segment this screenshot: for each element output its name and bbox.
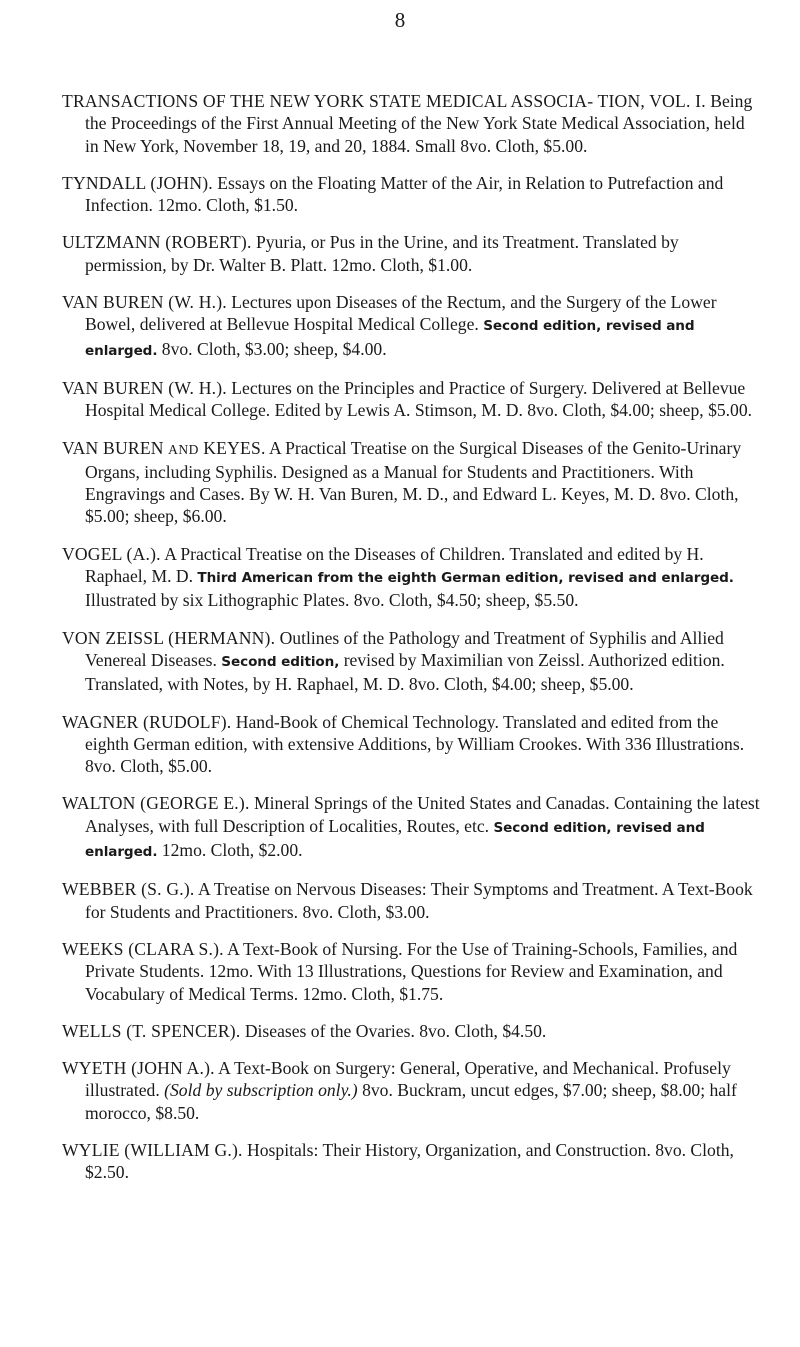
entry-author: VON ZEISSL (HERMANN).: [62, 627, 276, 648]
catalog-entry: [62, 172, 762, 217]
catalog-entry: [62, 543, 762, 612]
entry-text: Hand-Book of Chemical Technology. Translated and edited from the eighth German edition, with extensive Additions, by William Crookes. With 336 Illustrations. 8vo. Cloth, $5.00.: [85, 711, 745, 777]
entry-author: TYNDALL (JOHN).: [62, 172, 213, 193]
catalog-entry: [62, 938, 762, 1005]
entry-text: A Text-Book on Surgery: General, Operative, and Mechanical. Profusely illustrated.: [85, 1058, 731, 1101]
entry-text: A Treatise on Nervous Diseases: Their Symptoms and Treatment. A Text-Book for Students and Practitioners. 8vo. Cloth, $3.00.: [85, 879, 753, 922]
entry-text: Outlines of the Pathology and Treatment of Syphilis and Allied Venereal Diseases.: [85, 627, 724, 670]
entry-text: Lectures on the Principles and Practice of Surgery. Delivered at Bellevue Hospital Medical College. Edited by Lewis A. Stimson, M. D. 8vo. Cloth, $4.00; sheep, $5.00.: [85, 377, 753, 421]
subscription-note: (Sold by subscription only.): [164, 1080, 358, 1101]
entry-author: VAN BUREN (W. H.).: [62, 292, 227, 313]
entry-text: Hospitals: Their History, Organization, and Construction. 8vo. Cloth, $2.50.: [85, 1139, 734, 1183]
edition-note: Second edition, revised and enlarged.: [85, 819, 705, 861]
entry-author-first: VAN BUREN: [62, 437, 164, 458]
catalog-entry: [62, 377, 762, 422]
edition-note: Third American from the eighth German edition, revised and enlarged.: [197, 570, 734, 587]
entry-text: Mineral Springs of the United States and Canadas. Containing the latest Analyses, with full Description of Localities, Routes, etc.: [85, 793, 760, 836]
entry-text: A Practical Treatise on the Diseases of Children. Translated and edited by H. Raphael, M. D.: [85, 543, 704, 587]
entry-author: WEBBER (S. G.).: [62, 879, 195, 900]
catalog-entry: [62, 1139, 762, 1184]
catalog-entry: [62, 792, 762, 863]
catalog-entry: [62, 1057, 762, 1124]
entry-author: ULTZMANN (ROBERT).: [62, 232, 252, 253]
entry-author: WAGNER (RUDOLF).: [62, 711, 232, 732]
entry-text: Being the Proceedings of the First Annual Meeting of the New York State Medical Association, held in New York, November 18, 19, and 20, 1884. Small 8vo. Cloth, $5.00.: [85, 91, 753, 156]
catalog-entry: [62, 231, 762, 276]
page-number: 8: [394, 8, 406, 32]
catalog-entry: [62, 1020, 762, 1042]
catalog-entry: [62, 291, 762, 362]
entry-author: VOGEL (A.).: [62, 543, 161, 564]
entry-author: WYLIE (WILLIAM G.).: [62, 1139, 243, 1160]
entry-text-continued: 8vo. Buckram, uncut edges, $7.00; sheep, $8.00; half morocco, $8.50.: [85, 1080, 737, 1123]
catalog-entries: [62, 90, 762, 1199]
entry-text-continued: 12mo. Cloth, $2.00.: [157, 840, 303, 861]
entry-author: WELLS (T. SPENCER).: [62, 1020, 241, 1041]
entry-author: WYETH (JOHN A.).: [62, 1058, 215, 1079]
entry-text-continued: revised by Maximilian von Zeissl. Authorized edition. Translated, with Notes, by H. Raphael, M. D. 8vo. Cloth, $4.00; sheep, $5.00.: [85, 649, 725, 695]
entry-text: A Practical Treatise on the Surgical Diseases of the Genito-Urinary Organs, including Syphilis. Designed as a Manual for Students and Practitioners. With Engravings and Cases. By W. H. Van Buren, M. D., and Edward L. Keyes, M. D. 8vo. Cloth, $5.00; sheep, $6.00.: [85, 437, 742, 527]
catalog-entry: [62, 711, 762, 778]
catalog-entry: [62, 437, 762, 528]
entry-author: WEEKS (CLARA S.).: [62, 938, 224, 959]
entry-author-second: KEYES.: [203, 437, 266, 458]
entry-text-continued: Illustrated by six Lithographic Plates. 8vo. Cloth, $4.50; sheep, $5.50.: [85, 590, 579, 611]
entry-author-conjunction: AND: [168, 441, 199, 457]
entry-text: Pyuria, or Pus in the Urine, and its Treatment. Translated by permission, by Dr. Walter B. Platt. 12mo. Cloth, $1.00.: [85, 232, 679, 275]
entry-text: Essays on the Floating Matter of the Air, in Relation to Putrefaction and Infection. 12mo. Cloth, $1.50.: [85, 172, 724, 216]
edition-note: Second edition,: [221, 653, 340, 670]
catalog-entry: [62, 90, 762, 157]
entry-author: WALTON (GEORGE E.).: [62, 793, 250, 814]
catalog-entry: [62, 627, 762, 696]
entry-text: Lectures upon Diseases of the Rectum, and the Surgery of the Lower Bowel, delivered at Bellevue Hospital Medical College.: [85, 292, 717, 335]
entry-text: A Text-Book of Nursing. For the Use of Training-Schools, Families, and Private Students. 12mo. With 13 Illustrations, Questions for Review and Examination, and Vocabulary of Medical Terms. 12mo. Cloth, $1.75.: [85, 938, 738, 1004]
edition-note: Second edition, revised and enlarged.: [85, 318, 695, 359]
entry-text-continued: 8vo. Cloth, $3.00; sheep, $4.00.: [157, 338, 387, 359]
entry-author: TRANSACTIONS OF THE NEW YORK STATE MEDICAL ASSOCIA- TION, VOL. I.: [62, 91, 706, 111]
entry-author: VAN BUREN (W. H.).: [62, 377, 227, 398]
catalog-entry: [62, 878, 762, 923]
entry-text: Diseases of the Ovaries. 8vo. Cloth, $4.50.: [240, 1020, 547, 1041]
